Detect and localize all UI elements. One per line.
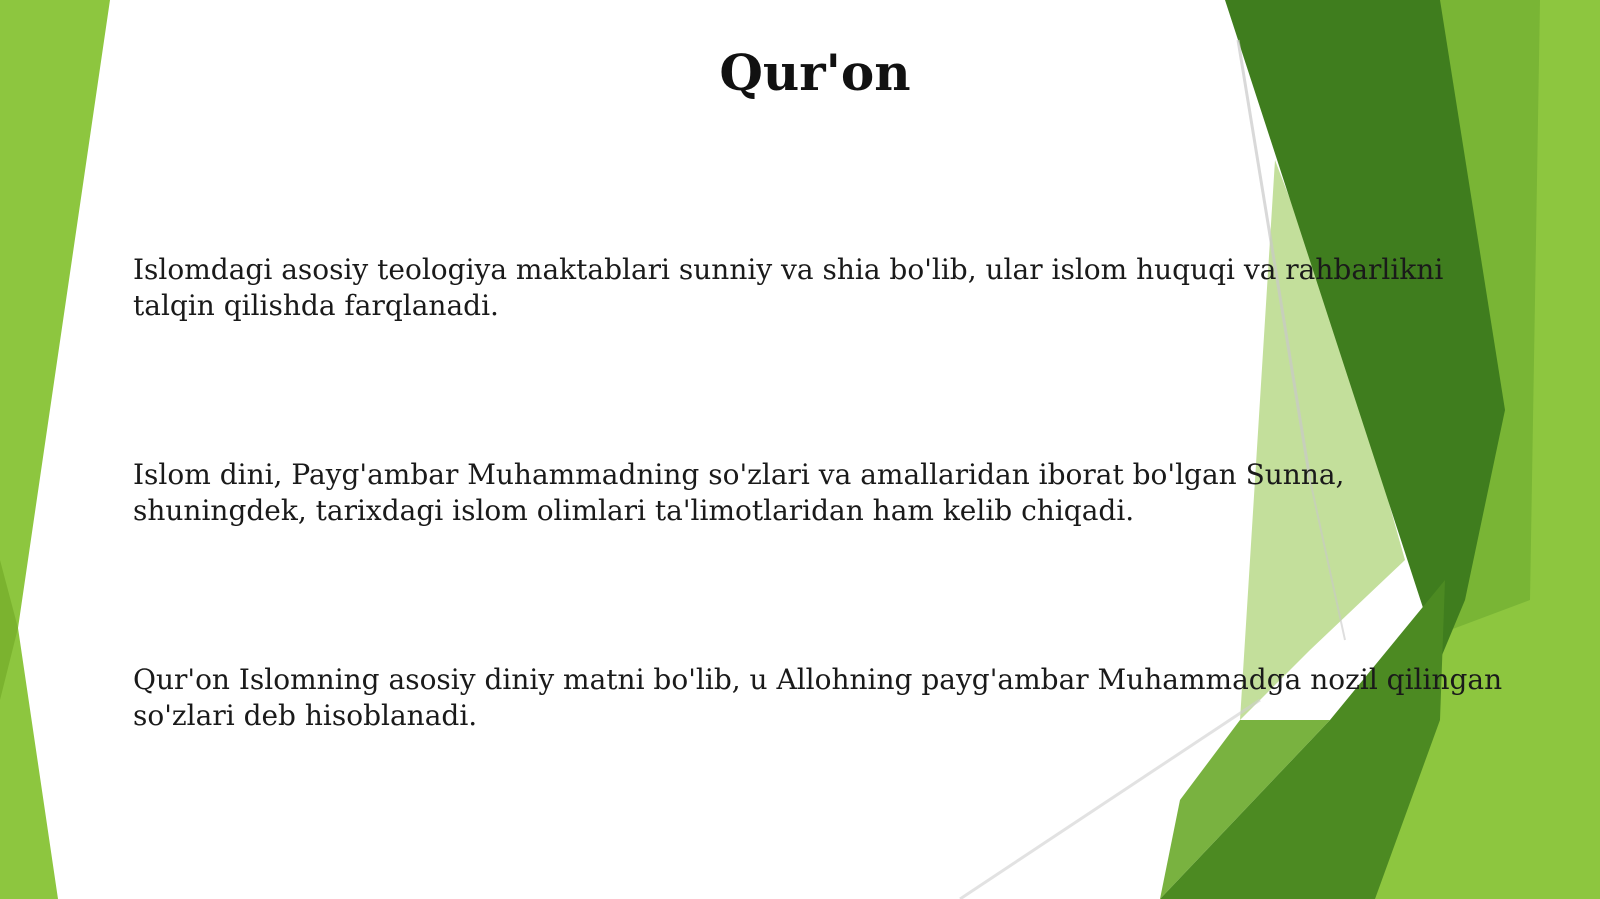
left-green-shape [0,0,110,899]
paragraph-schools: Islomdagi asosiy teologiya maktablari sunniy va shia bo'lib, ular islom huquqi va rahbarlikni talqin qilishda farqlanadi. [133,253,1444,322]
slide-title: Qur'on [719,43,911,102]
paragraph-sunna: Islom dini, Payg'ambar Muhammadning so'zlari va amallaridan iborat bo'lgan Sunna, shuningdek, tarixdagi islom olimlari ta'limotlaridan ham kelib chiqadi. [133,458,1345,527]
paragraph-quran: Qur'on Islomning asosiy diniy matni bo'lib, u Allohning payg'ambar Muhammadga nozil qilingan so'zlari deb hisoblanadi. [133,663,1503,732]
